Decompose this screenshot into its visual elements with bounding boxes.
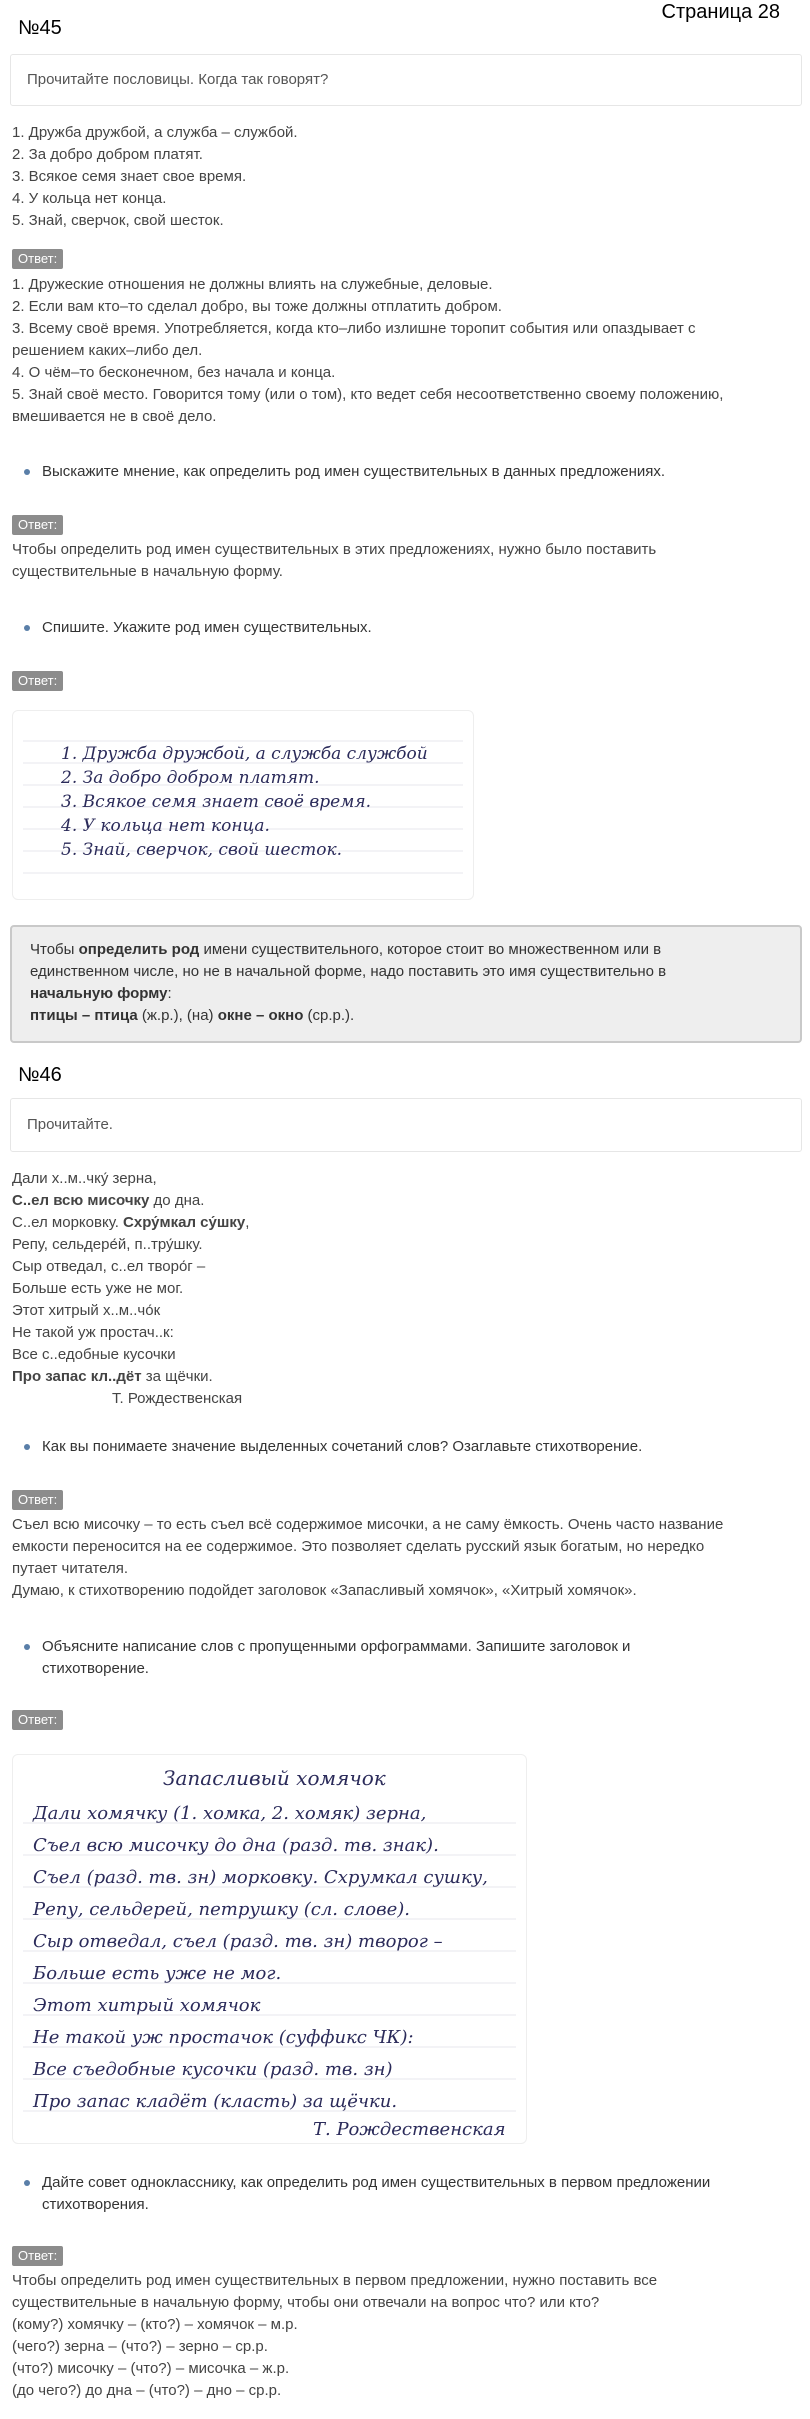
answer-text bbox=[12, 2270, 802, 2402]
poem-bold: С..ел всю мисочку bbox=[12, 1192, 150, 1209]
bullet-icon bbox=[24, 2180, 30, 2186]
poem-author: Т. Рождественская bbox=[112, 1390, 243, 1407]
handwritten-line: 2. За добро добром платят. bbox=[61, 768, 320, 788]
handwritten-line: Дали хомячку (1. хомка, 2. хомяк) зерна, bbox=[33, 1803, 427, 1824]
bullet-icon bbox=[24, 469, 30, 475]
list-item: 3. Всякое семя знает свое время. bbox=[12, 168, 247, 185]
task-prompt-box bbox=[10, 54, 802, 106]
task-prompt-box bbox=[10, 1098, 802, 1152]
hint-text: (ср.р.). bbox=[303, 1007, 355, 1024]
hint-text: единственном числе, но не в начальной форме, надо поставить это имя существительно в bbox=[30, 963, 667, 980]
hint-bold: определить род bbox=[78, 941, 200, 958]
poem-line: Сыр отведал, с..ел творо́г – bbox=[12, 1258, 206, 1275]
poem-line: Репу, сельдере́й, п..тру́шку. bbox=[12, 1236, 203, 1253]
handwritten-line: Репу, сельдерей, петрушку (сл. слове). bbox=[33, 1899, 411, 1920]
list-item: 4. У кольца нет конца. bbox=[12, 190, 167, 207]
answer-badge: Ответ: bbox=[12, 515, 63, 535]
list-item: 5. Знай, сверчок, свой шесток. bbox=[12, 212, 224, 229]
poem-line: Больше есть уже не мог. bbox=[12, 1280, 184, 1297]
poem-line: Все с..едобные кусочки bbox=[12, 1346, 176, 1363]
question-text: Как вы понимаете значение выделенных сочетаний слов? Озаглавьте стихотворение. bbox=[42, 1438, 643, 1455]
question-text: стихотворения. bbox=[42, 2196, 149, 2213]
handwritten-line: 3. Всякое семя знает своё время. bbox=[61, 792, 371, 812]
answer-line: вмешивается не в своё дело. bbox=[12, 408, 217, 425]
task-prompt: Прочитайте. bbox=[27, 1116, 113, 1133]
answer-line: путает читателя. bbox=[12, 1560, 129, 1577]
handwritten-author: Т. Рождественская bbox=[313, 2119, 506, 2140]
question-bullet bbox=[20, 461, 790, 483]
bullet-icon bbox=[24, 1644, 30, 1650]
handwritten-line: Больше есть уже не мог. bbox=[33, 1963, 282, 1984]
poem-line: Этот хитрый х..м..чо́к bbox=[12, 1302, 161, 1319]
poem bbox=[12, 1168, 802, 1410]
handwritten-line: 4. У кольца нет конца. bbox=[61, 816, 270, 836]
page-number: Страница 28 bbox=[661, 1, 780, 23]
poem-line: за щёчки. bbox=[141, 1368, 213, 1385]
answer-line: емкости переносится на ее содержимое. Это позволяет сделать русский язык богатым, но нередко bbox=[12, 1538, 705, 1555]
handwritten-answer-image bbox=[12, 1754, 527, 2144]
answer-line: 4. О чём–то бесконечном, без начала и конца. bbox=[12, 364, 336, 381]
answer-text bbox=[12, 539, 802, 583]
answer-badge: Ответ: bbox=[12, 2246, 63, 2266]
handwritten-line: 1. Дружба дружбой, а служба службой bbox=[61, 744, 428, 764]
question-text: Спишите. Укажите род имен существительных. bbox=[42, 619, 372, 636]
poem-line: Не такой уж простач..к: bbox=[12, 1324, 174, 1341]
hint-bold: окне – окно bbox=[217, 1007, 304, 1024]
poem-line: Дали х..м..чку́ зерна, bbox=[12, 1170, 157, 1187]
handwritten-line: Все съедобные кусочки (разд. тв. зн) bbox=[33, 2059, 393, 2080]
handwritten-line: Этот хитрый хомячок bbox=[33, 1995, 261, 2016]
answer-line: Чтобы определить род имен существительных в первом предложении, нужно поставить все bbox=[12, 2272, 658, 2289]
question-text: Объясните написание слов с пропущенными орфограммами. Запишите заголовок и bbox=[42, 1638, 631, 1655]
answer-line: Съел всю мисочку – то есть съел всё содержимое мисочки, а не саму ёмкость. Очень часто название bbox=[12, 1516, 724, 1533]
answer-badge: Ответ: bbox=[12, 1710, 63, 1730]
answer-line: Чтобы определить род имен существительных в этих предложениях, нужно было поставить bbox=[12, 541, 657, 558]
bullet-icon bbox=[24, 625, 30, 631]
question-text: стихотворение. bbox=[42, 1660, 149, 1677]
task-prompt: Прочитайте пословицы. Когда так говорят? bbox=[27, 71, 329, 88]
answer-line: 2. Если вам кто–то сделал добро, вы тоже должны отплатить добром. bbox=[12, 298, 502, 315]
answer-badge: Ответ: bbox=[12, 671, 63, 691]
question-bullet bbox=[20, 1636, 790, 1680]
answer-line: 3. Всему своё время. Употребляется, когда кто–либо излишне торопит события или опаздывает с bbox=[12, 320, 696, 337]
handwritten-line: Съел всю мисочку до дна (разд. тв. знак). bbox=[33, 1835, 439, 1856]
answer-line: (чего?) зерна – (что?) – зерно – ср.р. bbox=[12, 2338, 268, 2355]
question-bullet bbox=[20, 617, 790, 639]
hint-text: (ж.р.), (на) bbox=[137, 1007, 218, 1024]
proverbs-list bbox=[12, 122, 802, 232]
answer-badge: Ответ: bbox=[12, 1490, 63, 1510]
question-bullet bbox=[20, 2172, 790, 2216]
task-number: №45 bbox=[18, 17, 62, 39]
task-number: №46 bbox=[18, 1064, 62, 1086]
poem-bold: Про запас кл..дёт bbox=[12, 1368, 142, 1385]
hint-text: Чтобы bbox=[30, 941, 79, 958]
hint-box bbox=[10, 925, 802, 1043]
handwritten-title: Запасливый хомячок bbox=[163, 1766, 386, 1790]
answer-line: 5. Знай своё место. Говорится тому (или о том), кто ведет себя несоответственно своему положению, bbox=[12, 386, 724, 403]
hint-text: имени существительного, которое стоит во множественном или в bbox=[199, 941, 662, 958]
answer-line: (что?) мисочку – (что?) – мисочка – ж.р. bbox=[12, 2360, 290, 2377]
answer-line: (до чего?) до дна – (что?) – дно – ср.р. bbox=[12, 2382, 282, 2399]
handwritten-line: 5. Знай, сверчок, свой шесток. bbox=[61, 840, 343, 860]
hint-bold: птицы – птица bbox=[30, 1007, 138, 1024]
answer-line: (кому?) хомячку – (кто?) – хомячок – м.р. bbox=[12, 2316, 298, 2333]
answer-line: существительные в начальную форму. bbox=[12, 563, 283, 580]
poem-line: С..ел морковку. bbox=[12, 1214, 124, 1231]
hint-text: : bbox=[167, 985, 172, 1002]
answer-line: решением каких–либо дел. bbox=[12, 342, 203, 359]
question-bullet bbox=[20, 1436, 790, 1458]
handwritten-line: Про запас кладёт (класть) за щёчки. bbox=[33, 2091, 398, 2112]
answer-line: существительные в начальную форму, чтобы они отвечали на вопрос что? или кто? bbox=[12, 2294, 600, 2311]
handwritten-line: Сыр отведал, съел (разд. тв. зн) творог – bbox=[33, 1931, 443, 1952]
list-item: 1. Дружба дружбой, а служба – службой. bbox=[12, 124, 298, 141]
poem-bold: Схру́мкал су́шку bbox=[123, 1214, 246, 1231]
poem-line: , bbox=[245, 1214, 250, 1231]
answer-text bbox=[12, 274, 802, 428]
hint-bold: начальную форму bbox=[30, 985, 168, 1002]
poem-line: до дна. bbox=[149, 1192, 205, 1209]
handwritten-line: Не такой уж простачок (суффикс ЧК): bbox=[33, 2027, 414, 2048]
answer-badge: Ответ: bbox=[12, 249, 63, 269]
handwritten-answer-image bbox=[12, 710, 474, 900]
list-item: 2. За добро добром платят. bbox=[12, 146, 203, 163]
bullet-icon bbox=[24, 1444, 30, 1450]
answer-line: 1. Дружеские отношения не должны влиять на служебные, деловые. bbox=[12, 276, 493, 293]
answer-text bbox=[12, 1514, 802, 1602]
handwritten-line: Съел (разд. тв. зн) морковку. Схрумкал сушку, bbox=[33, 1867, 488, 1888]
question-text: Выскажите мнение, как определить род имен существительных в данных предложениях. bbox=[42, 463, 666, 480]
answer-line: Думаю, к стихотворению подойдет заголовок «Запасливый хомячок», «Хитрый хомячок». bbox=[12, 1582, 637, 1599]
question-text: Дайте совет однокласснику, как определить род имен существительных в первом предложении bbox=[42, 2174, 711, 2191]
